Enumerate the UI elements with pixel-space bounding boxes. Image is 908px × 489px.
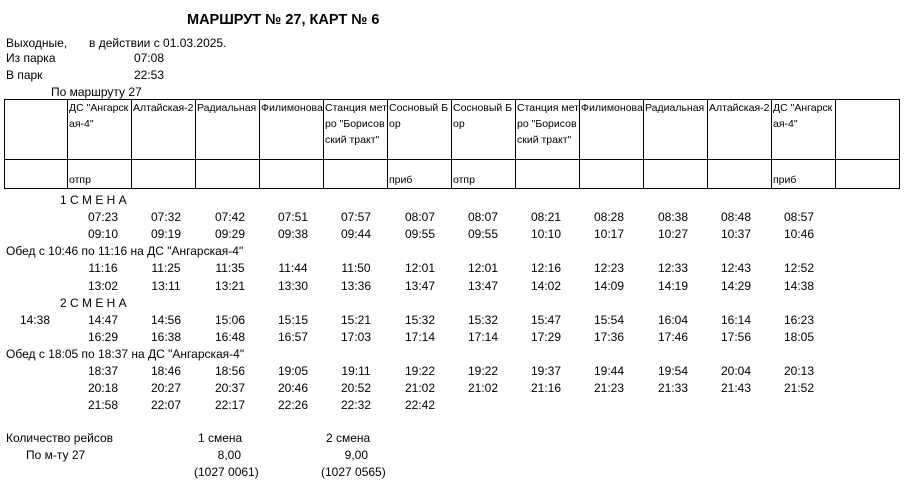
time-cell: 21:02 — [404, 381, 436, 395]
time-cell: 20:18 — [87, 381, 119, 395]
time-cell: 13:30 — [277, 279, 309, 293]
time-cell: 11:25 — [151, 261, 181, 275]
time-cell: 12:33 — [657, 261, 689, 275]
time-cell: 08:21 — [530, 210, 562, 224]
time-cell: 07:23 — [87, 210, 119, 224]
time-cell: 21:58 — [87, 398, 119, 412]
time-cell: 16:38 — [150, 330, 182, 344]
time-cell: 18:05 — [783, 330, 815, 344]
time-cell: 07:32 — [150, 210, 182, 224]
time-cell: 22:42 — [404, 398, 436, 412]
time-cell: 10:37 — [720, 227, 752, 241]
shift-title: 1 С М Е Н А — [60, 193, 127, 207]
stop-mark-cell: отпр — [68, 160, 132, 189]
summary-shift2-value: 9,00 — [344, 448, 368, 462]
time-cell: 17:14 — [404, 330, 436, 344]
time-cell: 14:47 — [87, 313, 119, 327]
time-cell: 10:27 — [657, 227, 689, 241]
shift-title: 2 С М Е Н А — [60, 296, 127, 310]
time-cell: 21:43 — [720, 381, 752, 395]
time-cell: 09:19 — [150, 227, 182, 241]
time-cell: 16:29 — [87, 330, 119, 344]
time-cell: 22:32 — [340, 398, 372, 412]
time-cell: 15:47 — [530, 313, 562, 327]
stop-name-cell: Сосновый Бор — [452, 100, 516, 160]
time-cell: 14:09 — [593, 279, 625, 293]
time-cell: 08:38 — [657, 210, 689, 224]
time-cell: 10:46 — [783, 227, 815, 241]
summary-shift2-header: 2 смена — [326, 431, 371, 445]
stop-name-cell: Филимонова — [260, 100, 324, 160]
time-cell: 15:54 — [593, 313, 625, 327]
time-cell: 07:57 — [340, 210, 372, 224]
time-cell: 13:36 — [340, 279, 372, 293]
time-cell: 12:52 — [783, 261, 815, 275]
time-cell: 19:22 — [404, 364, 436, 378]
time-cell: 08:28 — [593, 210, 625, 224]
time-cell: 22:26 — [277, 398, 309, 412]
time-cell: 17:29 — [530, 330, 562, 344]
time-cell: 20:52 — [340, 381, 372, 395]
time-cell: 09:55 — [467, 227, 499, 241]
time-cell: 16:14 — [720, 313, 752, 327]
stop-name-cell: Станция метро "Борисовский тракт" — [516, 100, 580, 160]
out-park-label: Из парка — [6, 51, 56, 65]
time-cell: 11:50 — [341, 261, 371, 275]
time-cell: 21:16 — [530, 381, 562, 395]
stop-mark-cell — [196, 160, 260, 189]
time-cell: 11:16 — [88, 261, 118, 275]
time-cell: 19:11 — [341, 364, 371, 378]
time-cell: 22:17 — [214, 398, 246, 412]
time-cell: 20:37 — [214, 381, 246, 395]
time-cell: 17:03 — [340, 330, 372, 344]
summary-shift1-code: (1027 0061) — [194, 465, 259, 479]
stop-mark-cell — [708, 160, 772, 189]
time-cell: 13:21 — [214, 279, 246, 293]
time-cell: 21:02 — [467, 381, 499, 395]
stop-mark-cell: отпр — [452, 160, 516, 189]
time-cell: 16:48 — [214, 330, 246, 344]
summary-shift1-header: 1 смена — [198, 431, 243, 445]
time-cell: 21:33 — [657, 381, 689, 395]
time-cell: 12:01 — [404, 261, 436, 275]
time-cell: 21:23 — [593, 381, 625, 395]
lunch-break-text: Обед с 10:46 по 11:16 на ДС "Ангарская-4" — [6, 244, 244, 258]
time-cell: 14:56 — [150, 313, 182, 327]
time-cell: 08:07 — [404, 210, 436, 224]
stop-mark-cell — [580, 160, 644, 189]
time-cell: 07:51 — [277, 210, 309, 224]
time-cell: 22:07 — [150, 398, 182, 412]
time-cell: 20:46 — [277, 381, 309, 395]
stop-name-cell: Радиальная — [196, 100, 260, 160]
time-cell: 19:44 — [593, 364, 625, 378]
stop-name-cell: Алтайская-2 — [708, 100, 772, 160]
in-park-label: В парк — [6, 68, 43, 82]
summary-shift2-code: (1027 0565) — [321, 465, 386, 479]
time-cell: 17:36 — [593, 330, 625, 344]
time-cell: 12:01 — [467, 261, 499, 275]
stop-mark-cell — [324, 160, 388, 189]
time-cell: 10:17 — [593, 227, 625, 241]
in-park-time: 22:53 — [134, 68, 165, 82]
time-cell: 15:15 — [277, 313, 309, 327]
header-blank-cell — [836, 100, 900, 160]
time-cell: 09:55 — [404, 227, 436, 241]
time-cell: 14:29 — [720, 279, 752, 293]
stop-name-cell: Сосновый Бор — [388, 100, 452, 160]
time-cell: 15:21 — [340, 313, 372, 327]
stop-mark-cell — [644, 160, 708, 189]
time-cell: 20:13 — [783, 364, 815, 378]
time-cell: 14:19 — [657, 279, 689, 293]
time-cell: 15:32 — [404, 313, 436, 327]
lunch-break-text: Обед с 18:05 по 18:37 на ДС "Ангарская-4" — [6, 347, 245, 361]
time-cell: 18:37 — [87, 364, 119, 378]
out-park-time: 07:08 — [134, 51, 165, 65]
time-cell: 17:56 — [720, 330, 752, 344]
stop-mark-cell — [260, 160, 324, 189]
summary-route-label: По м-ту 27 — [26, 448, 86, 462]
time-cell: 19:54 — [657, 364, 689, 378]
time-cell: 09:10 — [87, 227, 119, 241]
time-cell: 12:16 — [530, 261, 562, 275]
time-cell: 17:46 — [657, 330, 689, 344]
header-blank-cell — [5, 100, 68, 160]
time-cell: 13:02 — [87, 279, 119, 293]
time-cell: 09:44 — [340, 227, 372, 241]
time-cell: 11:35 — [215, 261, 245, 275]
stop-mark-cell: приб — [772, 160, 836, 189]
time-cell: 07:42 — [214, 210, 246, 224]
time-cell: 14:02 — [530, 279, 562, 293]
stop-mark-cell: приб — [388, 160, 452, 189]
time-cell: 10:10 — [530, 227, 562, 241]
summary-label: Количество рейсов — [6, 431, 114, 445]
time-cell: 13:47 — [467, 279, 499, 293]
time-cell: 15:06 — [214, 313, 246, 327]
time-cell: 16:57 — [277, 330, 309, 344]
time-cell: 13:47 — [404, 279, 436, 293]
header-blank-cell — [5, 160, 68, 189]
time-cell: 08:57 — [783, 210, 815, 224]
day-type: Выходные, — [6, 36, 68, 50]
time-cell: 17:14 — [467, 330, 499, 344]
time-cell: 18:56 — [214, 364, 246, 378]
time-cell: 13:11 — [151, 279, 181, 293]
header-blank-cell — [836, 160, 900, 189]
time-cell: 08:07 — [467, 210, 499, 224]
stops-header-table — [4, 99, 900, 189]
time-cell: 18:46 — [150, 364, 182, 378]
time-cell: 09:29 — [214, 227, 246, 241]
stop-mark-cell — [132, 160, 196, 189]
time-cell: 20:04 — [720, 364, 752, 378]
time-cell: 09:38 — [277, 227, 309, 241]
time-cell: 14:38 — [783, 279, 815, 293]
stop-name-cell: ДС "Ангарская-4" — [68, 100, 132, 160]
time-cell: 11:44 — [278, 261, 308, 275]
time-cell: 08:48 — [720, 210, 752, 224]
stop-name-cell: Радиальная — [644, 100, 708, 160]
time-cell: 15:32 — [467, 313, 499, 327]
time-cell: 19:05 — [277, 364, 309, 378]
shift-start-time: 14:38 — [20, 313, 51, 327]
stop-name-cell: Алтайская-2 — [132, 100, 196, 160]
time-cell: 19:22 — [467, 364, 499, 378]
time-cell: 16:04 — [657, 313, 689, 327]
time-cell: 12:23 — [593, 261, 625, 275]
time-cell: 16:23 — [783, 313, 815, 327]
stop-name-cell: ДС "Ангарская-4" — [772, 100, 836, 160]
time-cell: 19:37 — [530, 364, 562, 378]
page-title: МАРШРУТ № 27, КАРТ № 6 — [187, 12, 380, 28]
stop-mark-cell — [516, 160, 580, 189]
route-label: По маршруту 27 — [51, 85, 142, 99]
time-cell: 12:43 — [720, 261, 752, 275]
stop-name-cell: Филимонова — [580, 100, 644, 160]
time-cell: 20:27 — [150, 381, 182, 395]
validity-text: в действии с 01.03.2025. — [89, 36, 227, 50]
stop-name-cell: Станция метро "Борисовский тракт" — [324, 100, 388, 160]
summary-shift1-value: 8,00 — [217, 448, 241, 462]
time-cell: 21:52 — [783, 381, 815, 395]
